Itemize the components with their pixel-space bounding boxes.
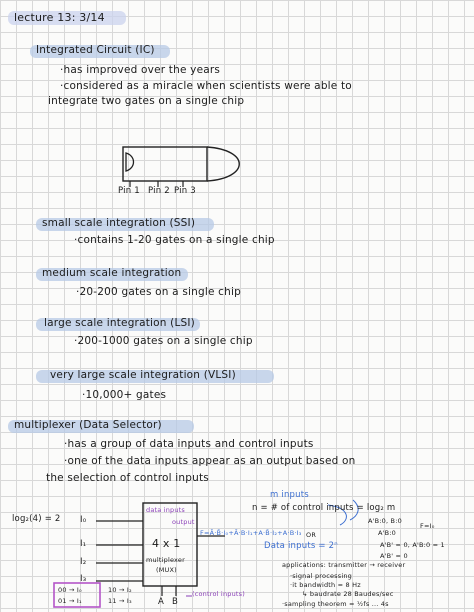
pin-3-label: Pin 3 bbox=[174, 186, 196, 196]
input-i0-label: I₀ bbox=[80, 515, 87, 525]
heading-ssi: small scale integration (SSI) bbox=[42, 217, 196, 229]
note-mux-1: ·has a group of data inputs and control inputs bbox=[64, 438, 314, 450]
note-ic-3: integrate two gates on a single chip bbox=[48, 95, 245, 107]
pin-2-label: Pin 2 bbox=[148, 186, 170, 196]
note-mux-2: ·one of the data inputs appear as an output based on bbox=[64, 455, 356, 467]
pin-1-label: Pin 1 bbox=[118, 186, 140, 196]
heading-multiplexer: multiplexer (Data Selector) bbox=[14, 419, 162, 431]
heading-integrated-circuit: Integrated Circuit (IC) bbox=[36, 44, 155, 56]
control-inputs-label: (control inputs) bbox=[192, 590, 245, 598]
note-ssi: ·contains 1-20 gates on a single chip bbox=[74, 234, 275, 246]
mux-box-title: 4 x 1 bbox=[152, 537, 181, 550]
data-inputs-equation: Data inputs = 2ⁿ bbox=[264, 541, 338, 551]
note-mux-3: the selection of control inputs bbox=[46, 472, 209, 484]
note-lsi: ·200-1000 gates on a single chip bbox=[74, 335, 253, 347]
truth-11: 11 → I₃ bbox=[108, 597, 132, 605]
right-note-3: F=I₀ bbox=[420, 522, 435, 530]
application-3: ↳ baudrate 28 Baudes/sec bbox=[302, 590, 394, 598]
page-title: lecture 13: 3/14 bbox=[14, 11, 105, 24]
log-equation: log₂(4) = 2 bbox=[12, 514, 61, 524]
selector-a-label: A bbox=[158, 597, 165, 607]
application-2: ·it bandwidth = 8 Hz bbox=[290, 581, 361, 589]
truth-01: 01 → I₁ bbox=[58, 597, 82, 605]
n-equation: n = # of control inputs = log₂ m bbox=[252, 503, 396, 513]
or-label: OR bbox=[306, 531, 317, 539]
right-note-1: A'B:0, B:0 bbox=[368, 517, 402, 525]
truth-00: 00 → I₀ bbox=[58, 586, 82, 594]
right-note-5: A'B' = 0 bbox=[380, 552, 408, 560]
heading-msi: medium scale integration bbox=[42, 267, 182, 279]
mux-formula: F=Ā·B̄·I₀+Ā·B·I₁+A·B̄·I₂+A·B·I₃ bbox=[200, 529, 302, 537]
mux-box-abbrev: (MUX) bbox=[156, 566, 177, 574]
heading-vlsi: very large scale integration (VLSI) bbox=[50, 369, 236, 381]
right-note-2: A'B:0 bbox=[378, 529, 397, 537]
m-inputs-label: m inputs bbox=[270, 490, 309, 500]
note-vlsi: ·10,000+ gates bbox=[82, 389, 167, 401]
truth-10: 10 → I₂ bbox=[108, 586, 132, 594]
application-4: ·sampling theorem = ½fs ... 4s bbox=[282, 600, 389, 608]
data-inputs-label: data inputs bbox=[146, 506, 186, 514]
right-note-4: A'B' = 0, A'B:0 = 1 bbox=[380, 541, 445, 549]
input-i1-label: I₁ bbox=[80, 539, 87, 549]
selector-b-label: B bbox=[172, 597, 179, 607]
applications-title: applications: transmitter → receiver bbox=[282, 561, 406, 569]
input-i2-label: I₂ bbox=[80, 557, 87, 567]
input-i3-label: I₃ bbox=[80, 574, 87, 584]
note-msi: ·20-200 gates on a single chip bbox=[76, 286, 241, 298]
note-ic-1: ·has improved over the years bbox=[60, 64, 221, 76]
application-1: ·signal processing bbox=[290, 572, 352, 580]
note-ic-2: ·considered as a miracle when scientists were able to bbox=[60, 80, 352, 92]
mux-box-subtitle: multiplexer bbox=[146, 556, 185, 564]
heading-lsi: large scale integration (LSI) bbox=[44, 317, 195, 329]
output-label: output bbox=[172, 518, 195, 526]
